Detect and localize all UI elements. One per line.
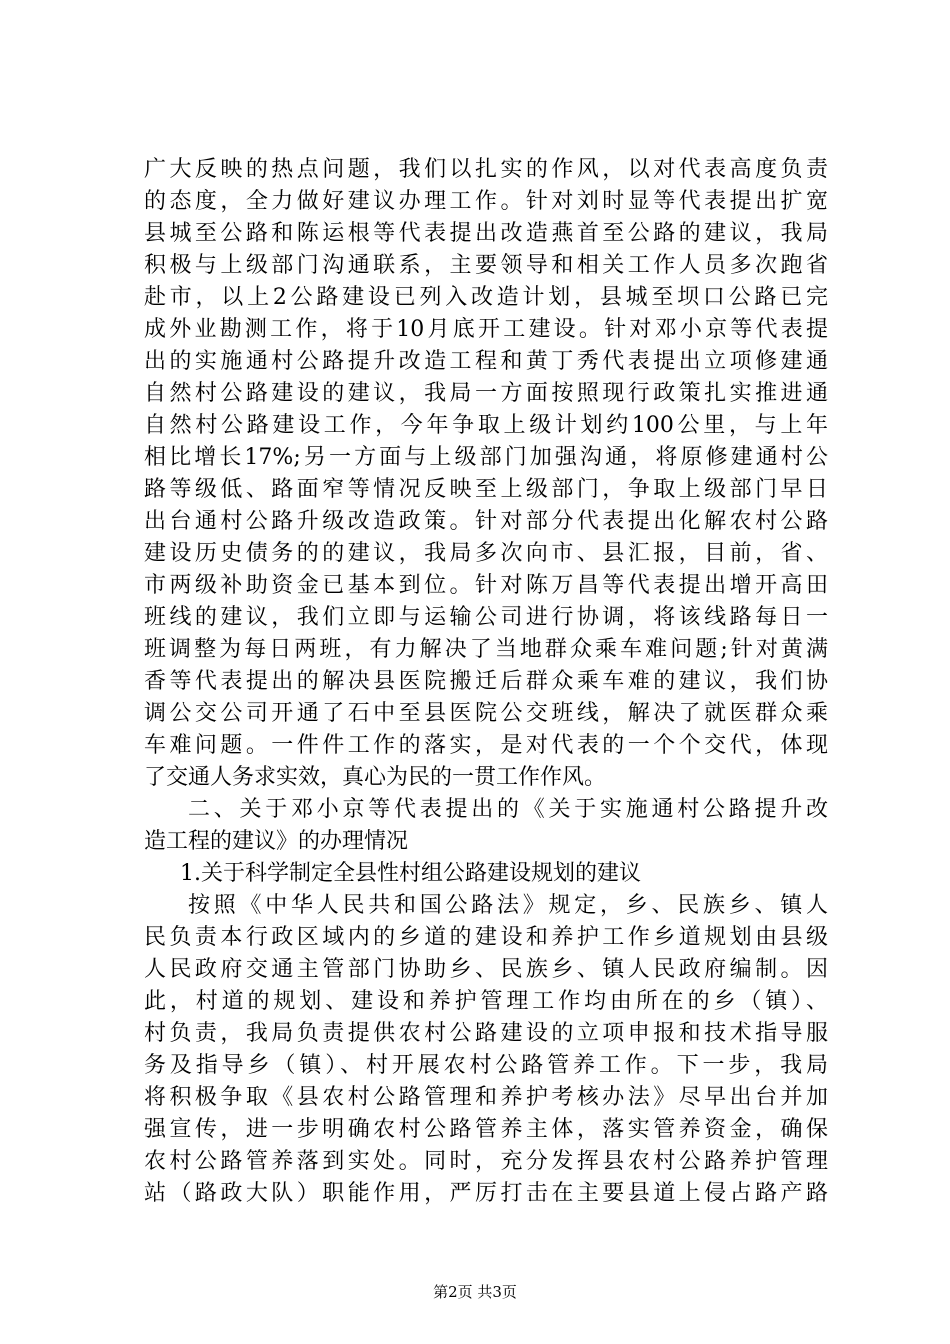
text-line: 此，村道的规划、建设和养护管理工作均由所在的乡（镇）、 [144,989,828,1014]
text-line: 务及指导乡（镇）、村开展农村公路管养工作。下一步，我局 [144,1053,828,1078]
text-line: 车难问题。一件件工作的落实，是对代表的一个个交代，体现 [144,733,828,758]
text-line: 县城至公路和陈运根等代表提出改造燕首至公路的建议，我局 [144,221,828,246]
text-line: 相比增长17%;另一方面与上级部门加强沟通，将原修建通村公 [144,445,828,470]
text-line: 人民政府交通主管部门协助乡、民族乡、镇人民政府编制。因 [144,957,828,982]
text-line: 出的实施通村公路提升改造工程和黄丁秀代表提出立项修建通 [144,349,828,374]
text-line: 路等级低、路面窄等情况反映至上级部门，争取上级部门早日 [144,477,828,502]
text-line: 班调整为每日两班，有力解决了当地群众乘车难问题;针对黄满 [144,637,828,662]
text-line: 建设历史债务的的建议，我局多次向市、县汇报，目前，省、 [144,541,828,566]
text-line: 市两级补助资金已基本到位。针对陈万昌等代表提出增开高田 [144,573,828,598]
text-line: 民负责本行政区域内的乡道的建设和养护工作乡道规划由县级 [144,925,828,950]
text-line: 赴市，以上2公路建设已列入改造计划，县城至坝口公路已完 [144,285,828,310]
text-line: 积极与上级部门沟通联系，主要领导和相关工作人员多次跑省 [144,253,828,278]
text-line: 自然村公路建设的建议，我局一方面按照现行政策扎实推进通 [144,381,828,406]
text-line: 村负责，我局负责提供农村公路建设的立项申报和技术指导服 [144,1021,828,1046]
text-line: 按照《中华人民共和国公路法》规定，乡、民族乡、镇人 [188,893,828,918]
section-heading-line: 二、关于邓小京等代表提出的《关于实施通村公路提升改 [188,797,828,822]
text-line: 站（路政大队）职能作用，严厉打击在主要县道上侵占路产路 [144,1181,828,1206]
section-heading-line: 造工程的建议》的办理情况 [144,829,409,854]
text-line: 的态度，全力做好建议办理工作。针对刘时显等代表提出扩宽 [144,189,828,214]
text-line: 班线的建议，我们立即与运输公司进行协调，将该线路每日一 [144,605,828,630]
subsection-heading: 1.关于科学制定全县性村组公路建设规划的建议 [180,861,641,886]
text-line: 出台通村公路升级改造政策。针对部分代表提出化解农村公路 [144,509,828,534]
text-line: 农村公路管养落到实处。同时，充分发挥县农村公路养护管理 [144,1149,828,1174]
text-line: 香等代表提出的解决县医院搬迁后群众乘车难的建议，我们协 [144,669,828,694]
text-line: 强宣传，进一步明确农村公路管养主体，落实管养资金，确保 [144,1117,828,1142]
text-line: 广大反映的热点问题，我们以扎实的作风，以对代表高度负责 [144,157,828,182]
text-line: 了交通人务求实效，真心为民的一贯工作作风。 [144,765,607,790]
text-line: 成外业勘测工作，将于10月底开工建设。针对邓小京等代表提 [144,317,828,342]
text-line: 将积极争取《县农村公路管理和养护考核办法》尽早出台并加 [144,1085,828,1110]
body-text [144,154,828,1210]
text-line: 自然村公路建设工作，今年争取上级计划约100公里，与上年 [144,413,828,438]
page-number-footer: 第2页 共3页 [433,1283,517,1301]
text-line: 调公交公司开通了石中至县医院公交班线，解决了就医群众乘 [144,701,828,726]
